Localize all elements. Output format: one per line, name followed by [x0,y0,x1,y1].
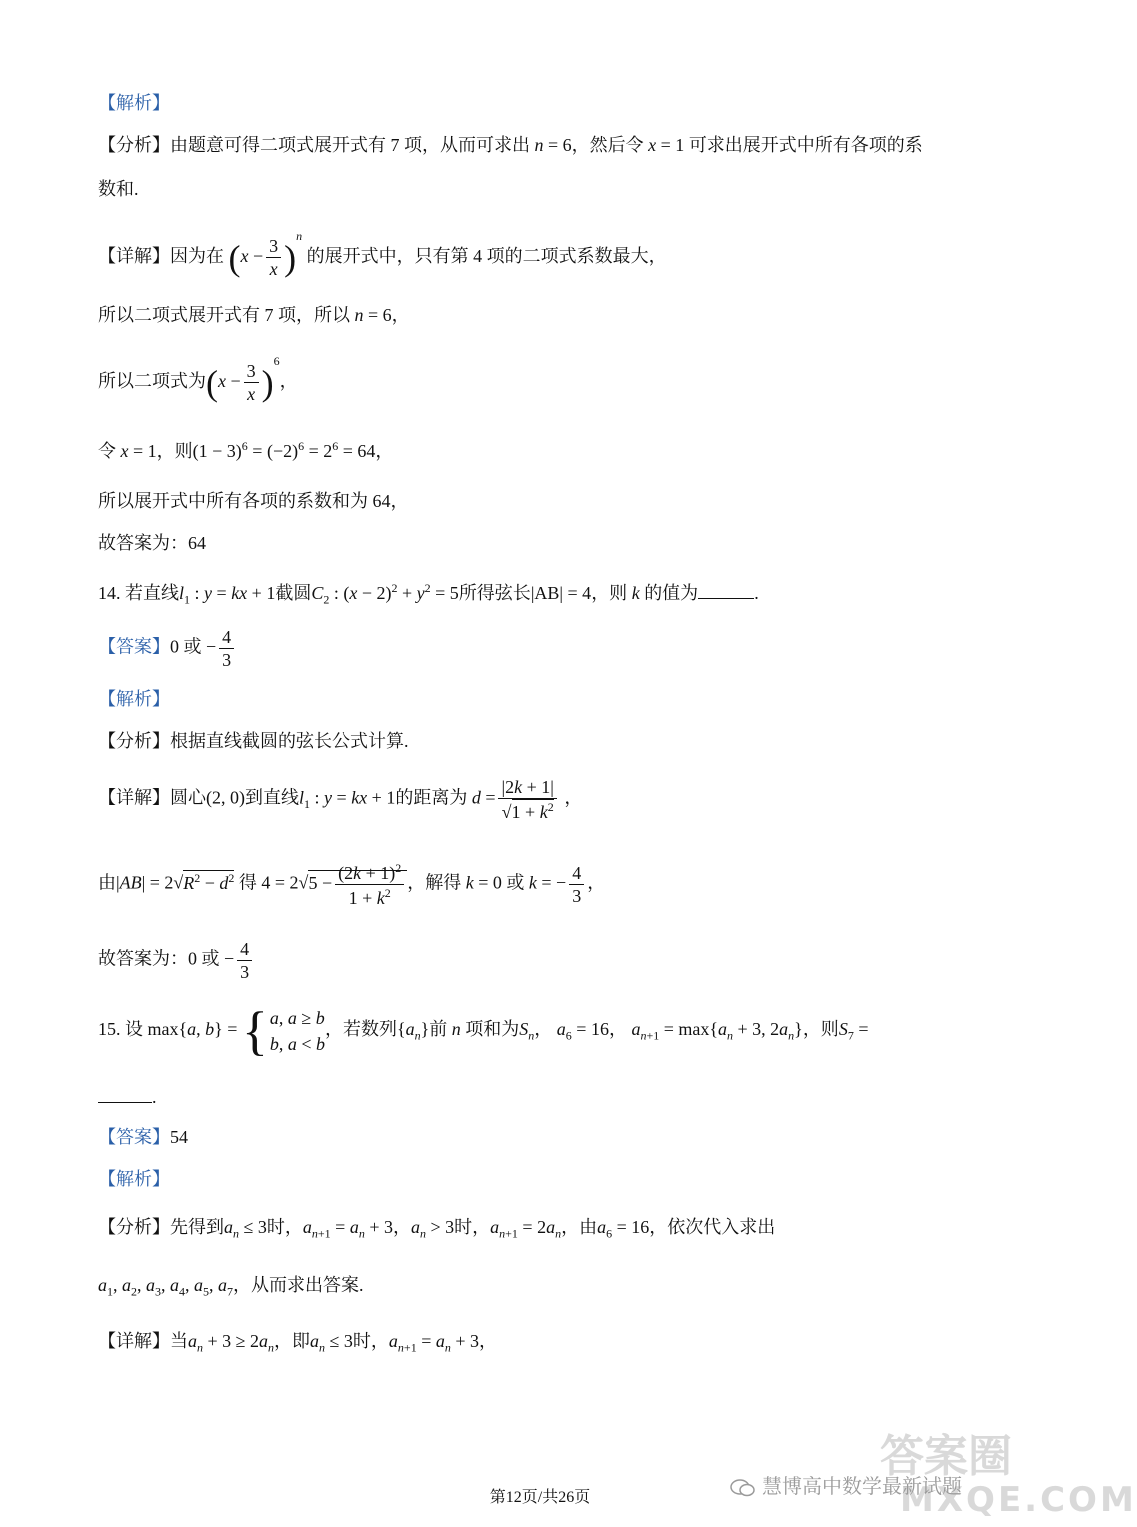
jiexi-tag-15: 【解析】 [98,1169,170,1189]
detail-13-line1: 【详解】因为在 (x − $\frac{3}{x}$ )$^n$ 的展开式中，只有第 4 项的二项式系数最大， [98,229,667,280]
analysis-14: 【分析】根据直线截圆的弦长公式计算. [98,731,409,751]
question-15-blank: . [98,1088,157,1106]
page-footer: 第12页/共26页 [489,1489,591,1506]
detail-13-line3: 所以二项式为(x − $\frac{3}{x}$ )$^6$， [98,354,298,405]
detail-13-line4: 令 x = 1，则$(1 - 3)^6 = (-2)^6 = 2^6 = 64$， [98,439,394,461]
detail-13-line2: 所以二项式展开式有 7 项，所以 n = 6， [98,305,410,325]
detail-14-line1: 【详解】圆心(2, 0)到直线$l_1$ : y = kx + 1的距离为 d = $\frac{|2k + 1|}{√1 + k^2}$ ， [98,777,583,822]
account-watermark: 慧博高中数学最新试题 [730,1470,962,1499]
analysis-13: 【分析】由题意可得二项式展开式有 7 项，从而可求出 n = 6，然后令 x = 1 可求出展开式中所有各项的系 [98,135,923,155]
detail-13-line6: 故答案为：64 [98,533,206,553]
jiexi-tag-14: 【解析】 [98,689,170,709]
analysis-15: 【分析】先得到$a_n \le 3$时，$a_{n+1} = a_n + 3$，$a_n > 3$时，$a_{n+1} = 2a_n$，由$a_6 = 16$，依次代入求出 [98,1217,776,1241]
detail-13-line5: 所以展开式中所有各项的系数和为 64， [98,491,409,511]
analysis-13-cont: 数和. [98,179,139,199]
detail-15-line1: 【详解】当$a_n + 3 \ge 2a_n$，即$a_n \le 3$时，$a_{n+1} = a_n + 3$， [98,1331,498,1355]
brand-watermark-top: 答案圈 [880,1431,1012,1482]
brand-watermark-bottom: MXQE.COM [900,1480,1137,1520]
analysis-15-cont: $a_1$, $a_2$, $a_3$, $a_4$, $a_5$, $a_7$，从而求出答案. [98,1275,364,1299]
jiexi-tag-1: 【解析】 [98,93,170,113]
detail-14-line3: 故答案为：0 或 − $\frac{4}{3}$ [98,940,255,981]
question-15: 15. 设 max{a, b} = { a, a ≥ b b, a < b ，若数列$\{a_n\}$前 n 项和为$S_n$， $a_6 = 16$， $a_{n+1} = \max\{a_n + 3$, $2a_n$}，则$S_7$ = [98,1001,869,1061]
detail-14-line2: 由$|AB| = 2√R^2 - d^2$ 得 4 = 2√5 − $\frac{(2k + 1)^2}{1 + k^2}$ ，解得 k = 0 或 k = − $\frac{4}{3}$ ， [98,861,606,908]
answer-14: 【答案】0 或 − $\frac{4}{3}$ [98,628,237,669]
question-14: 14. 若直线$l_1$ : y = kx + 1截圆$C_2$ : $(x - 2)^2 + y^2 = 5$所得弦长|AB| = 4，则 k 的值为 . [98,581,759,607]
answer-15: 【答案】54 [98,1127,188,1147]
